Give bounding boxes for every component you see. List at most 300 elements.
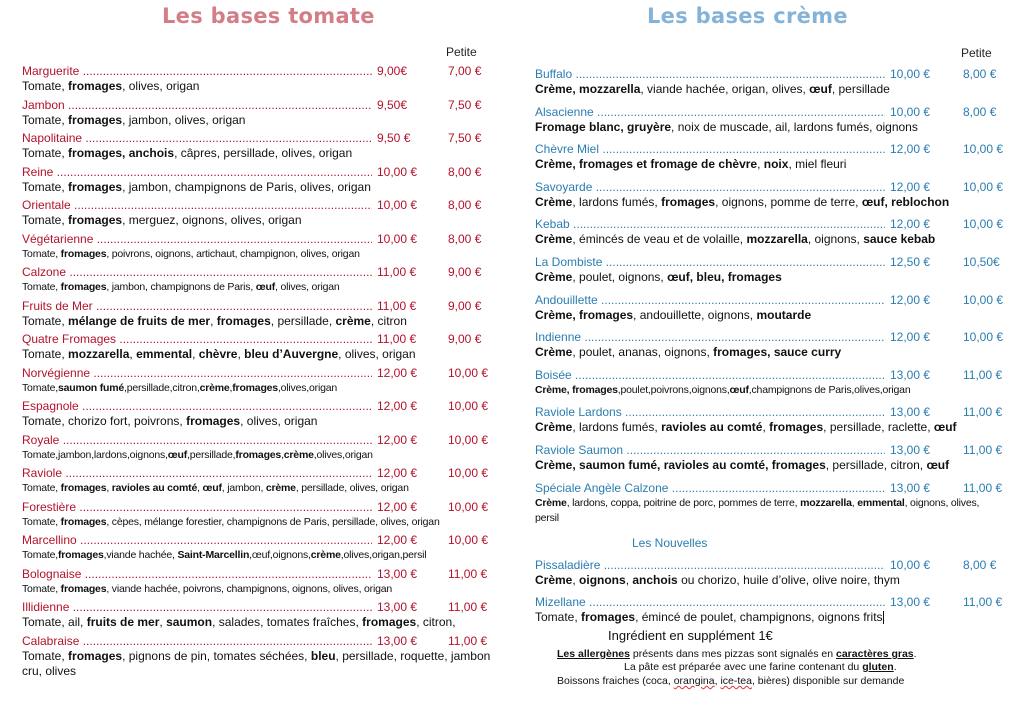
menu-item-row (22, 131, 492, 146)
price-regular: 13,00 € (374, 567, 417, 582)
ingredient-text: , (229, 381, 233, 394)
menu-item (22, 366, 492, 396)
ingredient-text: , émincés de veau et de volaille, (572, 232, 747, 247)
creme-section-title: Les bases crème (647, 4, 848, 28)
pizza-name: Kebab ..... (535, 217, 885, 232)
allergen-ingredient: fromages (60, 247, 107, 260)
allergen-ingredient: noix (763, 157, 789, 172)
allergen-ingredient: fromages (60, 281, 107, 293)
ingredients (22, 582, 492, 597)
allergen-ingredient: œuf (809, 82, 832, 96)
menu-item (22, 265, 492, 295)
ingredient-text: Tomate, (22, 281, 61, 293)
allergen-ingredient: Saint-Marcellin (177, 549, 250, 561)
ingredients (535, 82, 1005, 97)
allergen-ingredient: œuf (729, 383, 749, 396)
allergen-ingredient: crème (265, 482, 296, 494)
ingredient-text: , olives, origan (240, 414, 318, 428)
allergen-ingredient: Crème (535, 269, 573, 284)
ingredient-text: Tomate, (22, 213, 69, 227)
allergen-ingredient: crème (335, 313, 371, 328)
allergen-ingredient: fromages (216, 313, 271, 328)
ingredient-text: , noix de muscade, ail, lardons fumés, oignons (671, 119, 918, 134)
ingredient-text: , poulet, oignons, (572, 269, 668, 284)
menu-item (535, 595, 1005, 625)
drinks-sep: , (714, 675, 721, 687)
price-regular: 13,00 € (887, 368, 930, 383)
allergen-ingredient: bleu (310, 648, 336, 663)
menu-item-row (22, 198, 492, 213)
allergen-ingredient: saumon fumé (57, 381, 125, 394)
ingredient-text: ,olives,origan (277, 381, 338, 394)
pizza-name: Bolognaise ..... (22, 567, 372, 582)
ingredient-text: Tomate, ail, (22, 615, 87, 629)
price-petite: 9,00 € (448, 298, 482, 313)
menu-item (22, 634, 492, 679)
price-regular: 12,00 € (374, 466, 417, 481)
ingredient-text: Tomate, (22, 347, 69, 361)
ingredient-text: Tomate, chorizo fort, poivrons, (22, 414, 187, 428)
price-regular: 12,00 € (374, 533, 417, 548)
menu-item (535, 217, 1005, 247)
allergen-ingredient: mozzarella (68, 347, 130, 361)
allergen-ingredient: fromages (68, 648, 123, 663)
pizza-name: Indienne ..... (535, 330, 885, 345)
menu-item-row (22, 600, 492, 615)
price-petite: 11,00 € (963, 367, 1003, 382)
price-regular: 13,00 € (887, 481, 930, 496)
price-regular: 11,00 € (374, 299, 416, 314)
ingredient-text: ,champignons de Paris,olives,origan (748, 383, 911, 396)
drinks-text-end: , bières) disponible sur demande (751, 675, 905, 687)
ingredients (535, 120, 1005, 135)
ingredient-text: ,œuf,oignons, (249, 549, 311, 561)
ingredient-text: , lardons fumés, (572, 194, 662, 209)
allergen-ingredient: fromages (68, 213, 123, 227)
ingredients (535, 610, 1005, 625)
ingredient-text: , pignons de pin, tomates séchées, (122, 648, 311, 663)
price-petite: 10,00 € (448, 399, 489, 413)
ingredient-text: , (625, 573, 633, 587)
menu-item-row (535, 217, 1005, 232)
ingredient-text: , persillade, roquette, jambon cru, olives (22, 648, 491, 678)
price-petite: 8,00 € (448, 164, 482, 179)
pizza-name: Andouillette ..... (535, 293, 885, 308)
price-petite: 7,50 € (448, 131, 482, 145)
price-regular: 11,00 € (374, 332, 416, 347)
pizza-name: Raviole Saumon ..... (535, 443, 885, 458)
ingredients (535, 308, 1005, 323)
ingredients (22, 213, 492, 228)
allergen-ingredient: fromages, sauce curry (713, 345, 842, 360)
menu-item (22, 131, 492, 161)
ingredients (22, 481, 492, 496)
ingredients (535, 573, 1005, 588)
ingredient-text: ou chorizo, huile d’olive, olive noire, thym (677, 573, 900, 587)
price-petite: 10,00 € (963, 142, 1004, 157)
ingredient-text: , persillade, olives, origan (295, 482, 409, 494)
price-petite: 11,00 € (448, 600, 488, 614)
ingredients (535, 232, 1005, 247)
allergen-ingredient: Crème (535, 496, 567, 509)
ingredient-text: Tomate, (22, 179, 69, 194)
ingredient-text: , viande hachée, poivrons, champignons, oignons, olives, origan (106, 582, 393, 595)
allergen-ingredient: fromages (581, 610, 636, 624)
ingredient-text: ,persillade,citron, (124, 381, 200, 394)
menu-item-row (22, 466, 492, 481)
ingredient-text: , andouillette, oignons, (633, 307, 757, 322)
ingredient-text: , merguez, oignons, olives, origan (122, 213, 302, 227)
menu-item-row (22, 165, 492, 180)
ingredient-text: Tomate, (22, 247, 61, 260)
price-petite: 10,00 € (963, 292, 1004, 307)
allergen-ingredient: Crème, saumon fumé, ravioles au comté, fromages (535, 457, 826, 472)
allergen-label: Les allergènes (557, 648, 630, 660)
price-regular: 9,50€ (374, 98, 407, 113)
menu-item (22, 500, 492, 530)
ingredient-text: , jambon, olives, origan (122, 112, 246, 127)
petite-size-header: Petite (446, 45, 477, 59)
ingredient-text: , émincé de poulet, champignons, oignons frits (635, 610, 883, 624)
price-petite: 8,00 € (448, 198, 482, 212)
price-petite: 10,00 € (448, 365, 489, 380)
price-petite: 11,00 € (448, 566, 488, 581)
allergen-text: présents dans mes pizzas sont signalés en (629, 648, 836, 660)
menu-item (22, 232, 492, 262)
menu-item (535, 293, 1005, 323)
drinks-note (557, 675, 904, 687)
pizza-name: Alsacienne ..... (535, 105, 885, 120)
menu-item-row (535, 481, 1005, 496)
price-petite: 7,00 € (448, 64, 482, 78)
ingredient-text: , (762, 420, 770, 435)
menu-item-row (535, 595, 1005, 610)
allergen-ingredient: moutarde (756, 307, 812, 322)
price-regular: 11,00 € (374, 265, 416, 280)
menu-item (535, 67, 1005, 97)
price-petite: 10,00 € (963, 179, 1004, 194)
allergen-ingredient: bleu d’Auvergne (244, 347, 339, 361)
ingredient-text: Tomate, (22, 313, 69, 328)
menu-item-row (22, 299, 492, 314)
menu-item-row (22, 399, 492, 414)
ingredient-text: , (106, 482, 112, 494)
allergen-ingredient: chèvre (198, 347, 238, 361)
allergen-ingredient: œuf (926, 457, 950, 472)
ingredient-text: , citron, (416, 615, 456, 629)
menu-item (22, 198, 492, 228)
menu-item-row (22, 433, 492, 448)
ingredient-text: ,olives,origan,persil (340, 549, 427, 561)
price-regular: 10,00 € (887, 558, 930, 573)
menu-item (22, 64, 492, 94)
ingredients (535, 420, 1005, 435)
menu-item-row (535, 142, 1005, 157)
menu-item (22, 433, 492, 463)
ingredients (535, 157, 1005, 172)
pizza-name: Buffalo ..... (535, 67, 885, 82)
ingredients (22, 548, 492, 563)
menu-item-row (535, 255, 1005, 270)
pizza-name: Mizellane ..... (535, 595, 885, 610)
ingredient-text: , salades, tomates fraîches, (212, 615, 363, 629)
price-regular: 13,00 € (887, 405, 930, 420)
allergen-ingredient: ravioles au comté (661, 420, 763, 435)
menu-item (535, 105, 1005, 135)
ingredient-text: Tomate,jambon,lardons,oignons, (22, 448, 168, 461)
price-petite: 10,00 € (963, 330, 1004, 345)
gluten-label: gluten (862, 661, 894, 673)
pizza-name: Orientale ..... (22, 198, 372, 213)
price-regular: 13,00 € (374, 600, 417, 615)
ingredients (22, 448, 492, 463)
price-regular: 13,00 € (887, 443, 930, 458)
tomate-pizza-list (22, 64, 492, 682)
allergen-ingredient: sauce kebab (863, 232, 936, 247)
allergen-ingredient: mozzarella (746, 232, 808, 247)
allergen-ingredient: œuf, reblochon (861, 194, 950, 209)
ingredient-text: , persillade (831, 82, 890, 96)
pizza-name: Reine ..... (22, 165, 372, 180)
allergen-ingredient: fruits de mer (86, 615, 160, 629)
menu-item-row (22, 533, 492, 548)
drink-orangina: orangina (673, 675, 715, 687)
ingredient-text: , citron (370, 313, 407, 328)
ingredient-text: , (851, 496, 858, 509)
price-regular: 12,00 € (374, 433, 417, 448)
ingredient-text: , persillade, citron, (825, 457, 927, 472)
pizza-name: Marcellino ..... (22, 533, 372, 548)
ingredients (22, 247, 492, 262)
price-regular: 10,00 € (374, 198, 417, 213)
price-regular: 12,00 € (374, 366, 417, 381)
pizza-name: Fruits de Mer ..... (22, 299, 372, 314)
pizza-name: Spéciale Angèle Calzone ..... (535, 481, 885, 496)
pizza-name: Végétarienne ..... (22, 232, 372, 247)
allergen-ingredient: Crème (535, 420, 573, 435)
allergen-ingredient: saumon (166, 615, 213, 629)
ingredient-text: , jambon, champignons de Paris, (106, 281, 256, 293)
allergen-ingredient: anchois (632, 573, 678, 587)
allergen-ingredient: Crème (535, 232, 573, 247)
gluten-note (624, 661, 897, 673)
ingredients (22, 314, 492, 329)
ingredients (535, 345, 1005, 360)
menu-item (535, 330, 1005, 360)
allergen-ingredient: fromages (57, 549, 104, 561)
pizza-name: Forestière ..... (22, 500, 372, 515)
ingredient-text: , olives, origan (338, 347, 416, 361)
price-petite: 10,00 € (448, 533, 489, 547)
pizza-name: Norvégienne ..... (22, 366, 372, 381)
menu-item-row (535, 330, 1005, 345)
ingredient-text: , (159, 615, 167, 629)
ingredient-text: ,persillade, (187, 448, 236, 461)
allergen-ingredient: emmental (136, 347, 193, 361)
ingredient-text: Tomate, (22, 381, 58, 394)
allergen-ingredient: œuf (933, 420, 957, 435)
pizza-name: Raviole ..... (22, 466, 372, 481)
ingredient-text: , viande hachée, origan, olives, (640, 82, 810, 96)
allergen-note (557, 648, 917, 660)
ingredient-text: , olives, origan (122, 79, 200, 93)
allergen-ingredient: fromages, anchois (68, 146, 175, 160)
pizza-name: Boisée ..... (535, 368, 885, 383)
pizza-name: Royale ..... (22, 433, 372, 448)
allergen-ingredient: fromages (68, 179, 123, 194)
ingredients (535, 383, 1005, 398)
pizza-name: Raviole Lardons ..... (535, 405, 885, 420)
allergen-ingredient: fromages (68, 112, 123, 127)
ingredients (535, 458, 1005, 473)
allergen-ingredient: Crème, fromages (535, 307, 634, 322)
ingredient-text: , oignons, olives, persil (535, 496, 980, 524)
allergen-ingredient: mélange de fruits de mer (68, 313, 211, 328)
menu-item (22, 600, 492, 630)
ingredient-text: ,viande hachée, (103, 549, 178, 561)
allergen-ingredient: fromages (235, 448, 282, 461)
allergen-ingredient: crème (310, 549, 341, 561)
menu-item-row (22, 567, 492, 582)
menu-item (22, 332, 492, 362)
ingredient-text: , persillade, raclette, (823, 420, 934, 435)
price-regular: 10,00 € (374, 165, 417, 180)
price-petite: 10,00 € (963, 217, 1004, 232)
ingredient-text: Tomate, (22, 146, 69, 160)
ingredient-text: , persillade, (270, 313, 336, 328)
menu-item (535, 180, 1005, 210)
ingredient-text: , (757, 157, 764, 172)
creme-pizza-list (535, 67, 1005, 533)
menu-item-row (535, 105, 1005, 120)
ingredient-text: , (129, 347, 137, 361)
price-regular: 12,50 € (887, 255, 930, 270)
ingredient-text: Tomate, (22, 648, 69, 663)
allergen-ingredient: crème (199, 381, 230, 394)
allergen-ingredient: fromages (661, 194, 716, 209)
pizza-name: Calzone ..... (22, 265, 372, 280)
pizza-name: Illidienne ..... (22, 600, 372, 615)
nouvelles-subheading: Les Nouvelles (632, 536, 708, 550)
price-regular: 12,00 € (374, 500, 417, 515)
menu-item (535, 558, 1005, 588)
ingredient-text: Tomate, (22, 79, 69, 93)
ingredient-text: Tomate, (22, 515, 61, 528)
price-petite: 9,00 € (448, 332, 482, 346)
price-regular: 12,00 € (887, 293, 930, 308)
menu-item (22, 399, 492, 429)
ingredients (22, 146, 492, 161)
menu-item (535, 255, 1005, 285)
menu-item-row (535, 558, 1005, 573)
ingredients (22, 414, 492, 429)
ingredient-text: , lardons, coppa, poitrine de porc, pommes de terre, (566, 496, 801, 509)
ingredient-text: , cèpes, mélange forestier, champignons de Paris, persillade, olives, origan (106, 515, 440, 528)
price-petite: 7,50 € (448, 97, 482, 112)
price-regular: 12,00 € (887, 217, 930, 232)
bold-chars-label: caractères gras (836, 648, 914, 660)
price-petite: 11,00 € (963, 405, 1003, 420)
ingredient-text: , poulet, ananas, oignons, (572, 345, 714, 360)
ingredient-text: Tomate, (22, 549, 58, 561)
price-petite: 10,00 € (448, 466, 489, 480)
ingredient-text: , lardons fumés, (572, 420, 662, 435)
price-petite: 8,00 € (963, 104, 997, 119)
price-regular: 13,00 € (374, 634, 417, 649)
menu-item (535, 443, 1005, 473)
price-regular: 10,00 € (887, 105, 930, 120)
ingredient-text: , poivrons, oignons, artichaut, champignon, olives, origan (106, 247, 360, 260)
allergen-ingredient: Crème (535, 194, 573, 209)
ingredients (22, 113, 492, 128)
ingredient-text: , (237, 347, 245, 361)
menu-item (22, 533, 492, 563)
price-regular: 9,50 € (374, 131, 410, 146)
allergen-ingredient: fromages (60, 582, 107, 595)
pizza-name: Pissaladière ..... (535, 558, 885, 573)
menu-item-row (22, 265, 492, 280)
allergen-ingredient: fromages (60, 515, 107, 528)
price-petite: 8,00 € (963, 558, 997, 572)
drinks-text: Boissons fraiches (coca, (557, 675, 674, 687)
menu-item-row (22, 98, 492, 113)
allergen-ingredient: Crème (535, 345, 573, 360)
ingredient-text: , (572, 573, 580, 587)
allergen-ingredient: œuf (255, 281, 276, 293)
ingredients (22, 180, 492, 195)
nouvelles-pizza-list (535, 558, 1005, 632)
allergen-ingredient: fromages (769, 420, 824, 435)
allergen-ingredient: fromages (232, 381, 278, 394)
price-regular: 12,00 € (887, 142, 930, 157)
menu-item-row (22, 232, 492, 247)
ingredient-text: , câpres, persillade, olives, origan (174, 146, 353, 160)
pizza-name: Quatre Fromages ..... (22, 332, 372, 347)
allergen-ingredient: fromages (362, 615, 417, 629)
price-regular: 10,00 € (374, 232, 417, 247)
ingredient-text: , jambon, champignons de Paris, olives, origan (122, 179, 371, 194)
menu-item (22, 567, 492, 597)
price-regular: 9,00€ (374, 64, 407, 79)
gluten-text: La pâte est préparée avec une farine contenant du (624, 661, 863, 673)
pizza-name: Marguerite ..... (22, 64, 372, 79)
menu-item-row (22, 634, 492, 649)
pizza-name: La Dombiste ..... (535, 255, 885, 270)
ingredients (22, 347, 492, 362)
menu-item (535, 405, 1005, 435)
menu-item-row (22, 64, 492, 79)
ingredients (22, 515, 492, 530)
menu-item (22, 165, 492, 195)
supplement-note: Ingrédient en supplément 1€ (608, 628, 773, 643)
allergen-ingredient: Crème, fromages et fromage de chèvre (535, 157, 758, 172)
price-regular: 12,00 € (887, 180, 930, 195)
menu-item-row (535, 67, 1005, 82)
ingredient-text: , (197, 482, 203, 494)
ingredient-text: , oignons, (807, 232, 864, 247)
ingredient-text: , (281, 448, 284, 461)
menu-item (535, 368, 1005, 398)
allergen-ingredient: Crème (535, 573, 573, 587)
ingredients (22, 615, 492, 630)
menu-item-row (535, 443, 1005, 458)
ingredient-text: , olives, origan (275, 281, 340, 293)
ingredient-text: , (210, 313, 217, 328)
menu-item-row (22, 332, 492, 347)
price-petite: 9,00 € (448, 265, 482, 279)
pizza-name: Chèvre Miel ..... (535, 142, 885, 157)
allergen-ingredient: fromages (186, 414, 241, 428)
